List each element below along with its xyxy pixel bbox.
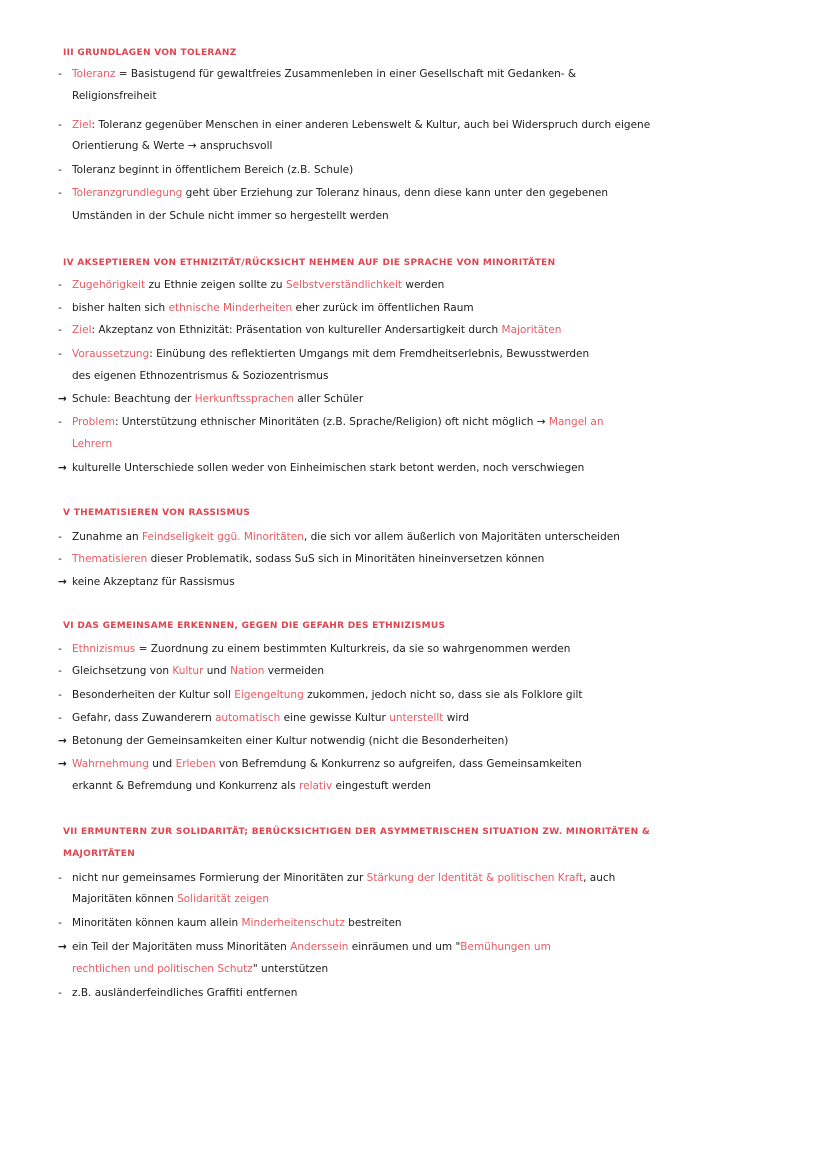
- note-line: rechtlichen und politischen Schutz" unterstützen: [72, 963, 329, 975]
- section-heading: IV AKSEPTIEREN VON ETHNIZITÄT/RÜCKSICHT NEHMEN AUF DIE SPRACHE VON MINORITÄTEN: [63, 258, 556, 268]
- note-line: → Wahrnehmung und Erleben von Befremdung & Konkurrenz so aufgreifen, dass Gemeinsamkeiten: [58, 758, 582, 770]
- section-heading: V THEMATISIEREN VON RASSISMUS: [63, 508, 251, 518]
- note-line: - Minoritäten können kaum allein Minderheitenschutz bestreiten: [58, 917, 402, 929]
- note-line: - Gefahr, dass Zuwanderern automatisch eine gewisse Kultur unterstellt wird: [58, 712, 470, 724]
- note-line: → Schule: Beachtung der Herkunftssprachen aller Schüler: [58, 393, 364, 405]
- note-line: - z.B. ausländerfeindliches Graffiti entfernen: [58, 987, 298, 999]
- note-line: Majoritäten können Solidarität zeigen: [72, 893, 270, 905]
- note-line: - Ziel: Akzeptanz von Ethnizität: Präsentation von kultureller Andersartigkeit durch Majoritäten: [58, 324, 562, 336]
- note-line: - Voraussetzung: Einübung des reflektierten Umgangs mit dem Fremdheitserlebnis, Bewusstwerden: [58, 348, 590, 360]
- section-heading: VI DAS GEMEINSAME ERKENNEN, GEGEN DIE GEFAHR DES ETHNIZISMUS: [63, 621, 446, 631]
- note-line: - Ethnizismus = Zuordnung zu einem bestimmten Kulturkreis, da sie so wahrgenommen werden: [58, 643, 571, 655]
- section-heading-continued: MAJORITÄTEN: [63, 849, 136, 859]
- note-line: → kulturelle Unterschiede sollen weder von Einheimischen stark betont werden, noch verschwiegen: [58, 462, 585, 474]
- note-line: - bisher halten sich ethnische Minderheiten eher zurück im öffentlichen Raum: [58, 302, 474, 314]
- note-line: → keine Akzeptanz für Rassismus: [58, 576, 235, 588]
- note-line: → Betonung der Gemeinsamkeiten einer Kultur notwendig (nicht die Besonderheiten): [58, 735, 509, 747]
- note-line: Religionsfreiheit: [72, 90, 157, 102]
- note-line: - Thematisieren dieser Problematik, sodass SuS sich in Minoritäten hineinversetzen können: [58, 553, 545, 565]
- note-line: Orientierung & Werte → anspruchsvoll: [72, 140, 273, 152]
- note-line: Umständen in der Schule nicht immer so hergestellt werden: [72, 210, 389, 222]
- note-line: - Besonderheiten der Kultur soll Eigengeltung zukommen, jedoch nicht so, dass sie als Folklore gilt: [58, 689, 583, 701]
- section-heading: VII ERMUNTERN ZUR SOLIDARITÄT; BERÜCKSICHTIGEN DER ASYMMETRISCHEN SITUATION ZW. MINORITÄTEN &: [63, 827, 651, 837]
- note-line: - Toleranzgrundlegung geht über Erziehung zur Toleranz hinaus, denn diese kann unter den gegebenen: [58, 187, 608, 199]
- section-heading: III GRUNDLAGEN VON TOLERANZ: [63, 48, 237, 58]
- note-line: - Problem: Unterstützung ethnischer Minoritäten (z.B. Sprache/Religion) oft nicht möglich → Mangel an: [58, 416, 604, 428]
- note-line: des eigenen Ethnozentrismus & Soziozentrismus: [72, 370, 329, 382]
- note-line: → ein Teil der Majoritäten muss Minoritäten Anderssein einräumen und um "Bemühungen um: [58, 941, 551, 953]
- note-line: - nicht nur gemeinsames Formierung der Minoritäten zur Stärkung der Identität & politischen Kraft, auch: [58, 872, 616, 884]
- note-line: - Zugehörigkeit zu Ethnie zeigen sollte zu Selbstverständlichkeit werden: [58, 279, 445, 291]
- note-line: - Zunahme an Feindseligkeit ggü. Minoritäten, die sich vor allem äußerlich von Majoritäten unterscheiden: [58, 531, 620, 543]
- note-line: - Ziel: Toleranz gegenüber Menschen in einer anderen Lebenswelt & Kultur, auch bei Widerspruch durch eigene: [58, 119, 651, 131]
- note-line: - Gleichsetzung von Kultur und Nation vermeiden: [58, 665, 324, 677]
- note-line: erkannt & Befremdung und Konkurrenz als relativ eingestuft werden: [72, 780, 431, 792]
- note-line: - Toleranz beginnt in öffentlichem Bereich (z.B. Schule): [58, 164, 354, 176]
- note-line: - Toleranz = Basistugend für gewaltfreies Zusammenleben in einer Gesellschaft mit Gedanken- &: [58, 68, 577, 80]
- note-line: Lehrern: [72, 438, 113, 450]
